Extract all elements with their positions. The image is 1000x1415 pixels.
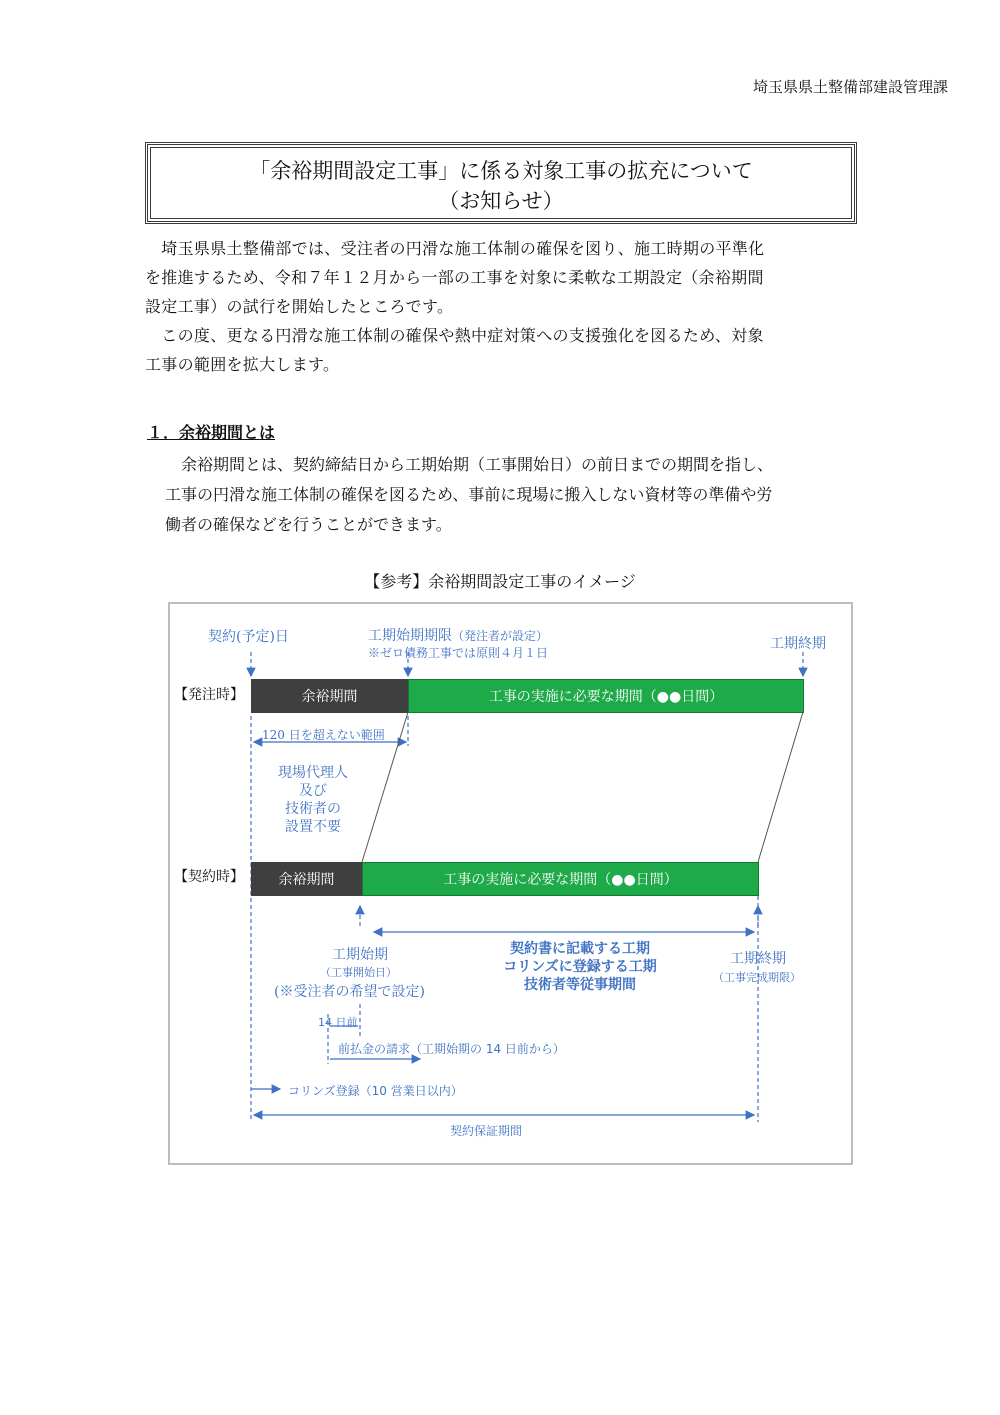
intro-line: この度、更なる円滑な施工体制の確保や熱中症対策への支援強化を図るため、対象: [145, 326, 764, 345]
intro-line: 設定工事）の試行を開始したところです。: [145, 297, 454, 316]
slack-bar-contract: 余裕期間: [251, 862, 362, 896]
intro-line: 工事の範囲を拡大します。: [145, 355, 340, 374]
start-deadline-label: [368, 625, 548, 645]
work-bar-contract: 工事の実施に必要な期間（●●日間）: [362, 862, 759, 896]
start-note: (※受注者の希望で設定): [274, 984, 425, 1000]
start-sub-label: （工事開始日）: [320, 966, 397, 979]
end-label-top: 工期終期: [770, 636, 826, 652]
contract-period-line: 契約書に記載する工期: [510, 941, 650, 957]
days14-label: 14 日前: [318, 1016, 358, 1029]
contract-time-label: 【契約時】: [174, 869, 244, 885]
order-time-label: 【発注時】: [174, 687, 244, 703]
timeline-figure: [168, 602, 853, 1165]
no-agent-line: 現場代理人: [278, 765, 348, 781]
contract-period-line: コリンズに登録する工期: [503, 959, 657, 975]
section-1-heading: １．余裕期間とは: [147, 423, 276, 442]
title-box: [145, 142, 857, 224]
start-deadline-note: （発注者が設定）: [452, 629, 549, 643]
contract-period-note: [490, 940, 670, 994]
connector-end: [758, 712, 803, 862]
title-line-2: （お知らせ）: [438, 189, 564, 213]
range-120-label: 120 日を超えない範囲: [262, 728, 385, 742]
zero-debt-note: ※ゼロ債務工事では原則４月１日: [368, 646, 549, 660]
slack-bar-order: 余裕期間: [251, 679, 408, 713]
title-line-1: 「余裕期間設定工事」に係る対象工事の拡充について: [249, 159, 753, 183]
no-agent-line: 技術者の: [285, 801, 341, 817]
work-bar-order: 工事の実施に必要な期間（●●日間）: [408, 679, 804, 713]
intro-paragraph-1: [145, 234, 857, 379]
section-1-line: 余裕期間とは、契約締結日から工期始期（工事開始日）の前日までの期間を指し、: [165, 455, 774, 474]
section-1-body: [165, 450, 865, 540]
start-deadline-text: 工期始期期限: [368, 628, 452, 644]
department-name: 埼玉県県土整備部建設管理課: [752, 78, 948, 96]
section-1-line: 働者の確保などを行うことができます。: [165, 515, 452, 534]
end-label: 工期終期: [730, 951, 786, 967]
section-1-line: 工事の円滑な施工体制の確保を図るため、事前に現場に搬入しない資材等の準備や労: [165, 485, 773, 504]
figure-caption: 【参考】余裕期間設定工事のイメージ: [364, 572, 636, 591]
warranty-label: 契約保証期間: [450, 1124, 523, 1138]
no-agent-line: 及び: [299, 783, 327, 799]
contract-date-label: 契約(予定)日: [208, 629, 289, 645]
intro-line: を推進するため、令和７年１２月から一部の工事を対象に柔軟な工期設定（余裕期間: [145, 268, 764, 287]
contract-period-line: 技術者等従事期間: [524, 977, 636, 993]
end-sub-label: （工事完成期限）: [713, 971, 801, 984]
advance-label: 前払金の請求（工期始期の 14 日前から）: [338, 1042, 565, 1056]
start-label: 工期始期: [332, 947, 388, 963]
corins-label: コリンズ登録（10 営業日以内）: [288, 1084, 463, 1098]
intro-line: 埼玉県県土整備部では、受注者の円滑な施工体制の確保を図り、施工時期の平準化: [145, 239, 765, 258]
no-agent-note: [260, 764, 366, 836]
no-agent-line: 設置不要: [285, 819, 341, 835]
